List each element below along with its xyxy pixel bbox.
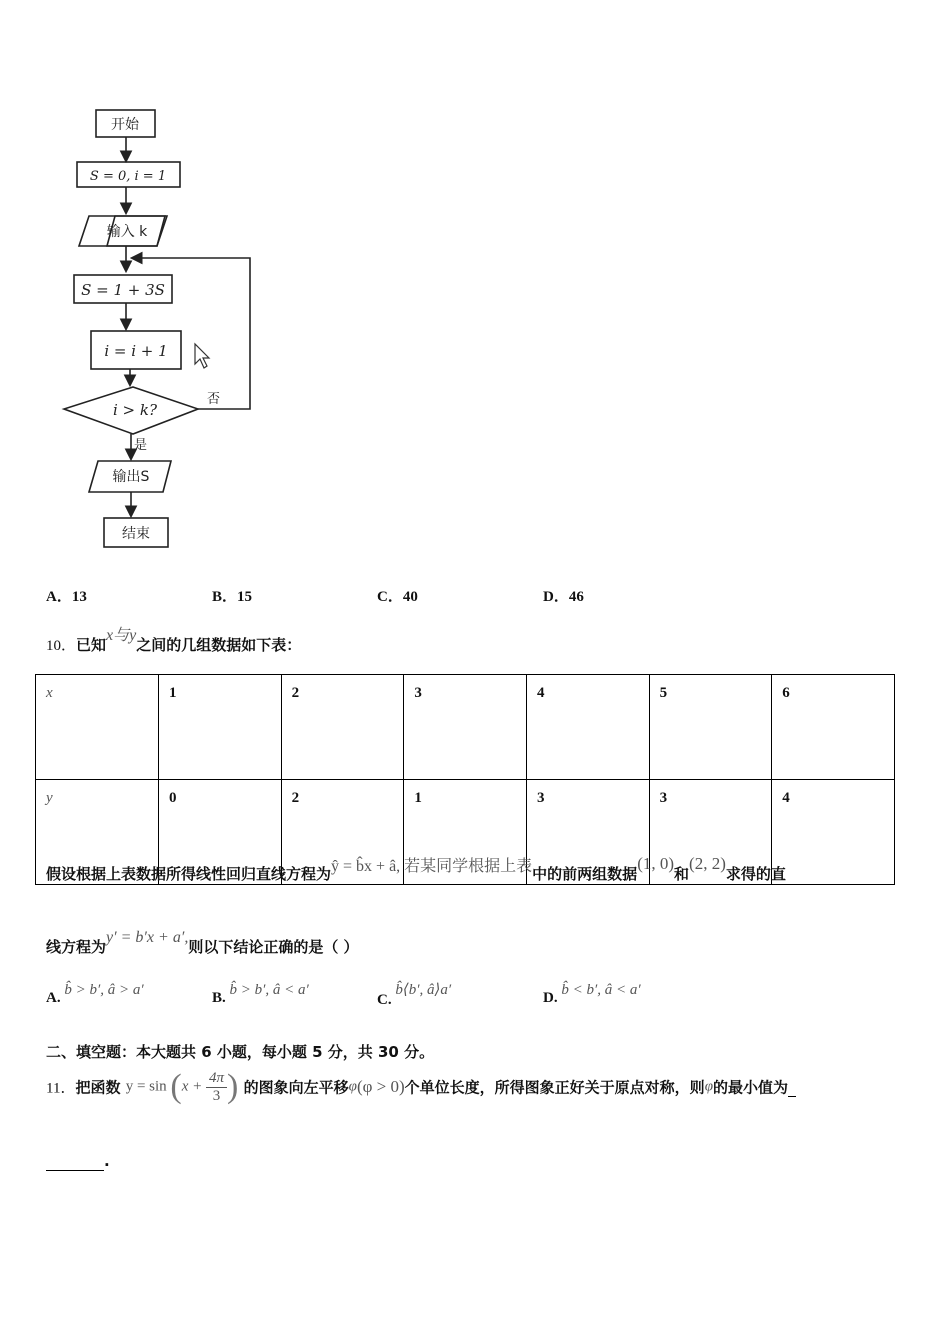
q11-answer-line: . [46,1152,110,1171]
fraction: $\frac{4\pi}{3}$ [206,1070,227,1105]
table-cell: 6 [772,675,895,780]
table-cell-y-label: y [36,780,159,885]
table-cell: 1 [159,675,282,780]
q9-option-a[interactable]: A．13 [46,589,87,605]
table-row [36,675,895,780]
table-cell: 5 [649,675,772,780]
mouse-cursor-icon [195,344,209,368]
q10-vars: x与y [106,627,137,644]
q10-stem: 10．已知x与y之间的几组数据如下表： [46,627,302,654]
table-cell: 2 [281,675,404,780]
answer-blank[interactable] [46,1152,104,1171]
regression-equation: ŷ = b̂x + â, 若某同学根据上表 [331,858,533,875]
q9-option-b[interactable]: B．15 [212,589,253,605]
q10-line1: 假设根据上表数据所得线性回归直线方程为ŷ = b̂x + â, 若某同学根据上表中的前两组数据(1, 0)和(2, 2)求得的直 [46,854,786,883]
end-text: 结束 [122,526,150,542]
flowchart [55,100,285,560]
start-text: 开始 [111,117,139,133]
table-cell: 0 [159,780,282,885]
q10-number: 10． [46,638,77,654]
condition-text: i > k? [112,401,158,419]
line-equation: y′ = b′x + a′, [106,929,189,946]
table-cell: 1 [404,780,527,885]
q10-option-c[interactable]: C. b̂⟨b′, â⟩a′ [377,982,452,1008]
yes-label: 是 [134,438,148,453]
q11-number: 11． [46,1080,76,1097]
table-cell: 2 [281,780,404,885]
table-cell: 3 [526,780,649,885]
q9-option-c[interactable]: C．40 [377,589,418,605]
q10-option-d[interactable]: D. b̂ < b′, â < a′ [543,982,641,1006]
table-cell: 3 [649,780,772,885]
q11-stem: 11．把函数 y = sin (x + $\frac{4\pi}{3}$ ) 的图象向左平移φ(φ > 0)个单位长度，所得图象正好关于原点对称，则φ的最小值为 [46,1068,906,1106]
answer-blank-start[interactable] [788,1078,796,1097]
input-text: 输入 k [106,224,148,240]
update-i-text: i = i + 1 [104,342,168,360]
q10-option-a[interactable]: A. b̂ > b′, â > a′ [46,982,144,1006]
output-text: 输出S [112,469,150,485]
table-cell: 4 [526,675,649,780]
q10-line2: 线方程为y′ = b′x + a′,则以下结论正确的是（ ） [46,929,359,956]
data-table [35,674,895,885]
init-text: S = 0, i = 1 [89,169,167,184]
no-label: 否 [207,392,221,407]
q10-option-b[interactable]: B. b̂ > b′, â < a′ [212,982,309,1006]
function-expression: y = sin (x + $\frac{4\pi}{3}$ ) [125,1068,239,1105]
table-cell: 3 [404,675,527,780]
section-2-heading: 二、填空题：本大题共 6 小题，每小题 5 分，共 30 分。 [46,1043,435,1061]
q9-option-d[interactable]: D．46 [543,589,584,605]
point-2: (2, 2) [689,854,726,873]
table-cell-x-label: x [36,675,159,780]
point-1: (1, 0) [637,854,675,873]
table-cell: 4 [772,780,895,885]
update-s-text: S = 1 + 3S [81,281,165,299]
